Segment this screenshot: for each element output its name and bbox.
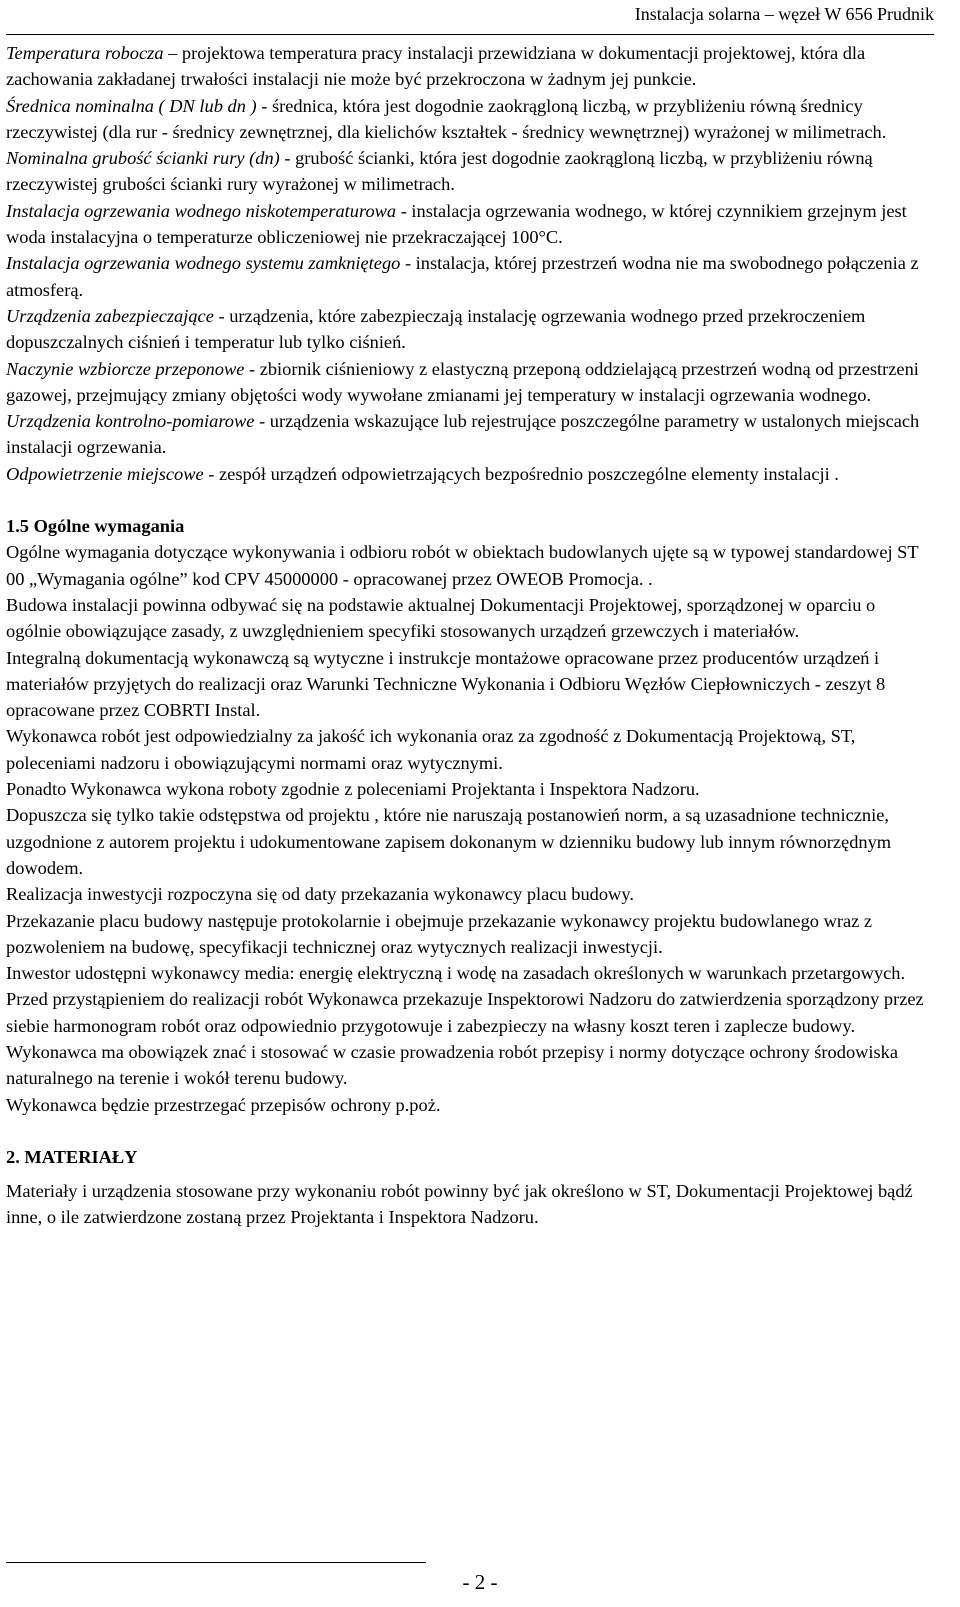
- paragraph: Materiały i urządzenia stosowane przy wykonaniu robót powinny być jak określono w ST, Dokumentacji Projektowej bądź inne, o ile zatwierdzone zostaną przez Projektanta i Inspektora Nadzoru.: [6, 1181, 913, 1228]
- definition-term: Naczynie wzbiorcze przeponowe: [6, 358, 245, 379]
- paragraph: Wykonawca będzie przestrzegać przepisów ochrony p.poż.: [6, 1094, 441, 1115]
- paragraph: Ogólne wymagania dotyczące wykonywania i odbioru robót w obiektach budowlanych ujęte są w typowej standardowej ST 00 „Wymagania ogólne” kod CPV 45000000 - opracowanej przez OWEOB Promocja. .: [6, 542, 919, 589]
- section-heading: 1.5 Ogólne wymagania: [6, 516, 185, 537]
- definition: [6, 145, 934, 198]
- definition-term: Instalacja ogrzewania wodnego niskotemperaturowa: [6, 200, 397, 221]
- definition-text: - średnica, która jest dogodnie zaokrągloną liczbą, w przybliżeniu równą średnicy rzeczywistej (dla rur - średnicy zewnętrznej, dla kielichów kształtek - średnicy wewnętrznej) wyrażonej w milimetrach.: [6, 95, 887, 142]
- paragraph: Ponadto Wykonawca wykona roboty zgodnie z poleceniami Projektanta i Inspektora Nadzoru.: [6, 779, 700, 800]
- paragraph: Przekazanie placu budowy następuje protokolarnie i obejmuje przekazanie wykonawcy projektu budowlanego wraz z pozwoleniem na budowę, specyfikacji technicznej oraz wytycznych realizacji inwestycji.: [6, 910, 873, 957]
- definition: [6, 461, 934, 487]
- paragraph: Wykonawca ma obowiązek znać i stosować w czasie prowadzenia robót przepisy i normy dotyczące ochrony środowiska naturalnego na terenie i wokół terenu budowy.: [6, 1041, 899, 1089]
- definition-text: - zespół urządzeń odpowietrzających bezpośrednio poszczególne elementy instalacji .: [203, 463, 839, 484]
- paragraph: Przed przystąpieniem do realizacji robót Wykonawca przekazuje Inspektorowi Nadzoru do zatwierdzenia sporządzony przez siebie harmonogram robót oraz odpowiednio przygotowuje i zabezpieczy na własny koszt teren i zaplecze budowy.: [6, 989, 924, 1036]
- page-header: Instalacja solarna – węzeł W 656 Prudnik: [634, 4, 934, 24]
- header-rule: [6, 34, 934, 35]
- section-heading: 2. MATERIAŁY: [6, 1146, 138, 1167]
- definition-text: – projektowa temperatura pracy instalacji przewidziana w dokumentacji projektowej, która dla zachowania zakładanej trwałości instalacji nie może być przekroczona w żadnym jej punkcie.: [6, 43, 866, 90]
- document-body: [6, 40, 934, 1231]
- definition-text: - urządzenia, które zabezpieczają instalację ogrzewania wodnego przed przekroczeniem dopuszczalnych ciśnień i temperatur lub tylko ciśnień.: [6, 305, 866, 353]
- definitions-list: [6, 40, 934, 487]
- definition-text: - instalacja ogrzewania wodnego, w której czynnikiem grzejnym jest woda instalacyjna o temperaturze obliczeniowej nie przekraczającej 100°C.: [6, 200, 907, 248]
- paragraph: Realizacja inwestycji rozpoczyna się od daty przekazania wykonawcy placu budowy.: [6, 884, 634, 905]
- definition: [6, 356, 934, 409]
- definition-term: Temperatura robocza: [6, 43, 164, 63]
- definition: [6, 303, 934, 356]
- section-materials: [6, 1144, 934, 1231]
- definition: [6, 198, 934, 251]
- definition: [6, 93, 934, 146]
- definition-term: Średnica nominalna ( DN lub dn ): [6, 95, 257, 116]
- definition-term: Instalacja ogrzewania wodnego systemu zamkniętego: [6, 253, 401, 274]
- definition-term: Urządzenia kontrolno-pomiarowe: [6, 411, 255, 432]
- paragraph: Integralną dokumentacją wykonawczą są wytyczne i instrukcje montażowe opracowane przez producentów urządzeń i materiałów przyjętych do realizacji oraz Warunki Techniczne Wykonania i Odbioru Węzłów Ciepłowniczych - zeszyt 8 opracowane przez COBRTI Instal.: [6, 647, 886, 721]
- paragraph: Inwestor udostępni wykonawcy media: energię elektryczną i wodę na zasadach określonych w warunkach przetargowych.: [6, 963, 906, 984]
- footer-rule: [6, 1562, 426, 1563]
- definition-term: Nominalna grubość ścianki rury (dn): [6, 148, 280, 169]
- definition-text: - zbiornik ciśnieniowy z elastyczną przeponą oddzielającą przestrzeń wodną od przestrzeni gazowej, przejmujący zmiany objętości wody wywołane zmianami jej temperatury w instalacji ogrzewania wodnego.: [6, 358, 919, 405]
- definition-term: Odpowietrzenie miejscowe: [6, 463, 204, 484]
- definition-text: - urządzenia wskazujące lub rejestrujące poszczególne parametry w ustalonych miejscach instalacji ogrzewania.: [6, 411, 920, 458]
- paragraph: Wykonawca robót jest odpowiedzialny za jakość ich wykonania oraz za zgodność z Dokumentacją Projektową, ST, poleceniami nadzoru i obowiązującymi normami oraz wytycznymi.: [6, 726, 856, 773]
- section-general-requirements: [6, 513, 934, 1118]
- definition-text: - grubość ścianki, która jest dogodnie zaokrągloną liczbą, w przybliżeniu równą rzeczywistej grubości ścianki rury wyrażonej w milimetrach.: [6, 148, 873, 195]
- page-number: - 2 -: [462, 1570, 498, 1594]
- definition-term: Urządzenia zabezpieczające: [6, 305, 214, 326]
- definition: [6, 408, 934, 461]
- paragraph: Budowa instalacji powinna odbywać się na podstawie aktualnej Dokumentacji Projektowej, sporządzonej w oparciu o ogólnie obowiązujące zasady, z uwzględnieniem specyfiki stosowanych urządzeń grzewczych i materiałów.: [6, 594, 876, 642]
- definition: [6, 40, 934, 93]
- definition-text: - instalacja, której przestrzeń wodna nie ma swobodnego połączenia z atmosferą.: [6, 253, 919, 300]
- paragraph: Dopuszcza się tylko takie odstępstwa od projektu , które nie naruszają postanowień norm, a są uzasadnione technicznie, uzgodnione z autorem projektu i udokumentowane zapisem dokonanym w dzienniku budowy lub innym równorzędnym dowodem.: [6, 805, 892, 878]
- definition: [6, 250, 934, 303]
